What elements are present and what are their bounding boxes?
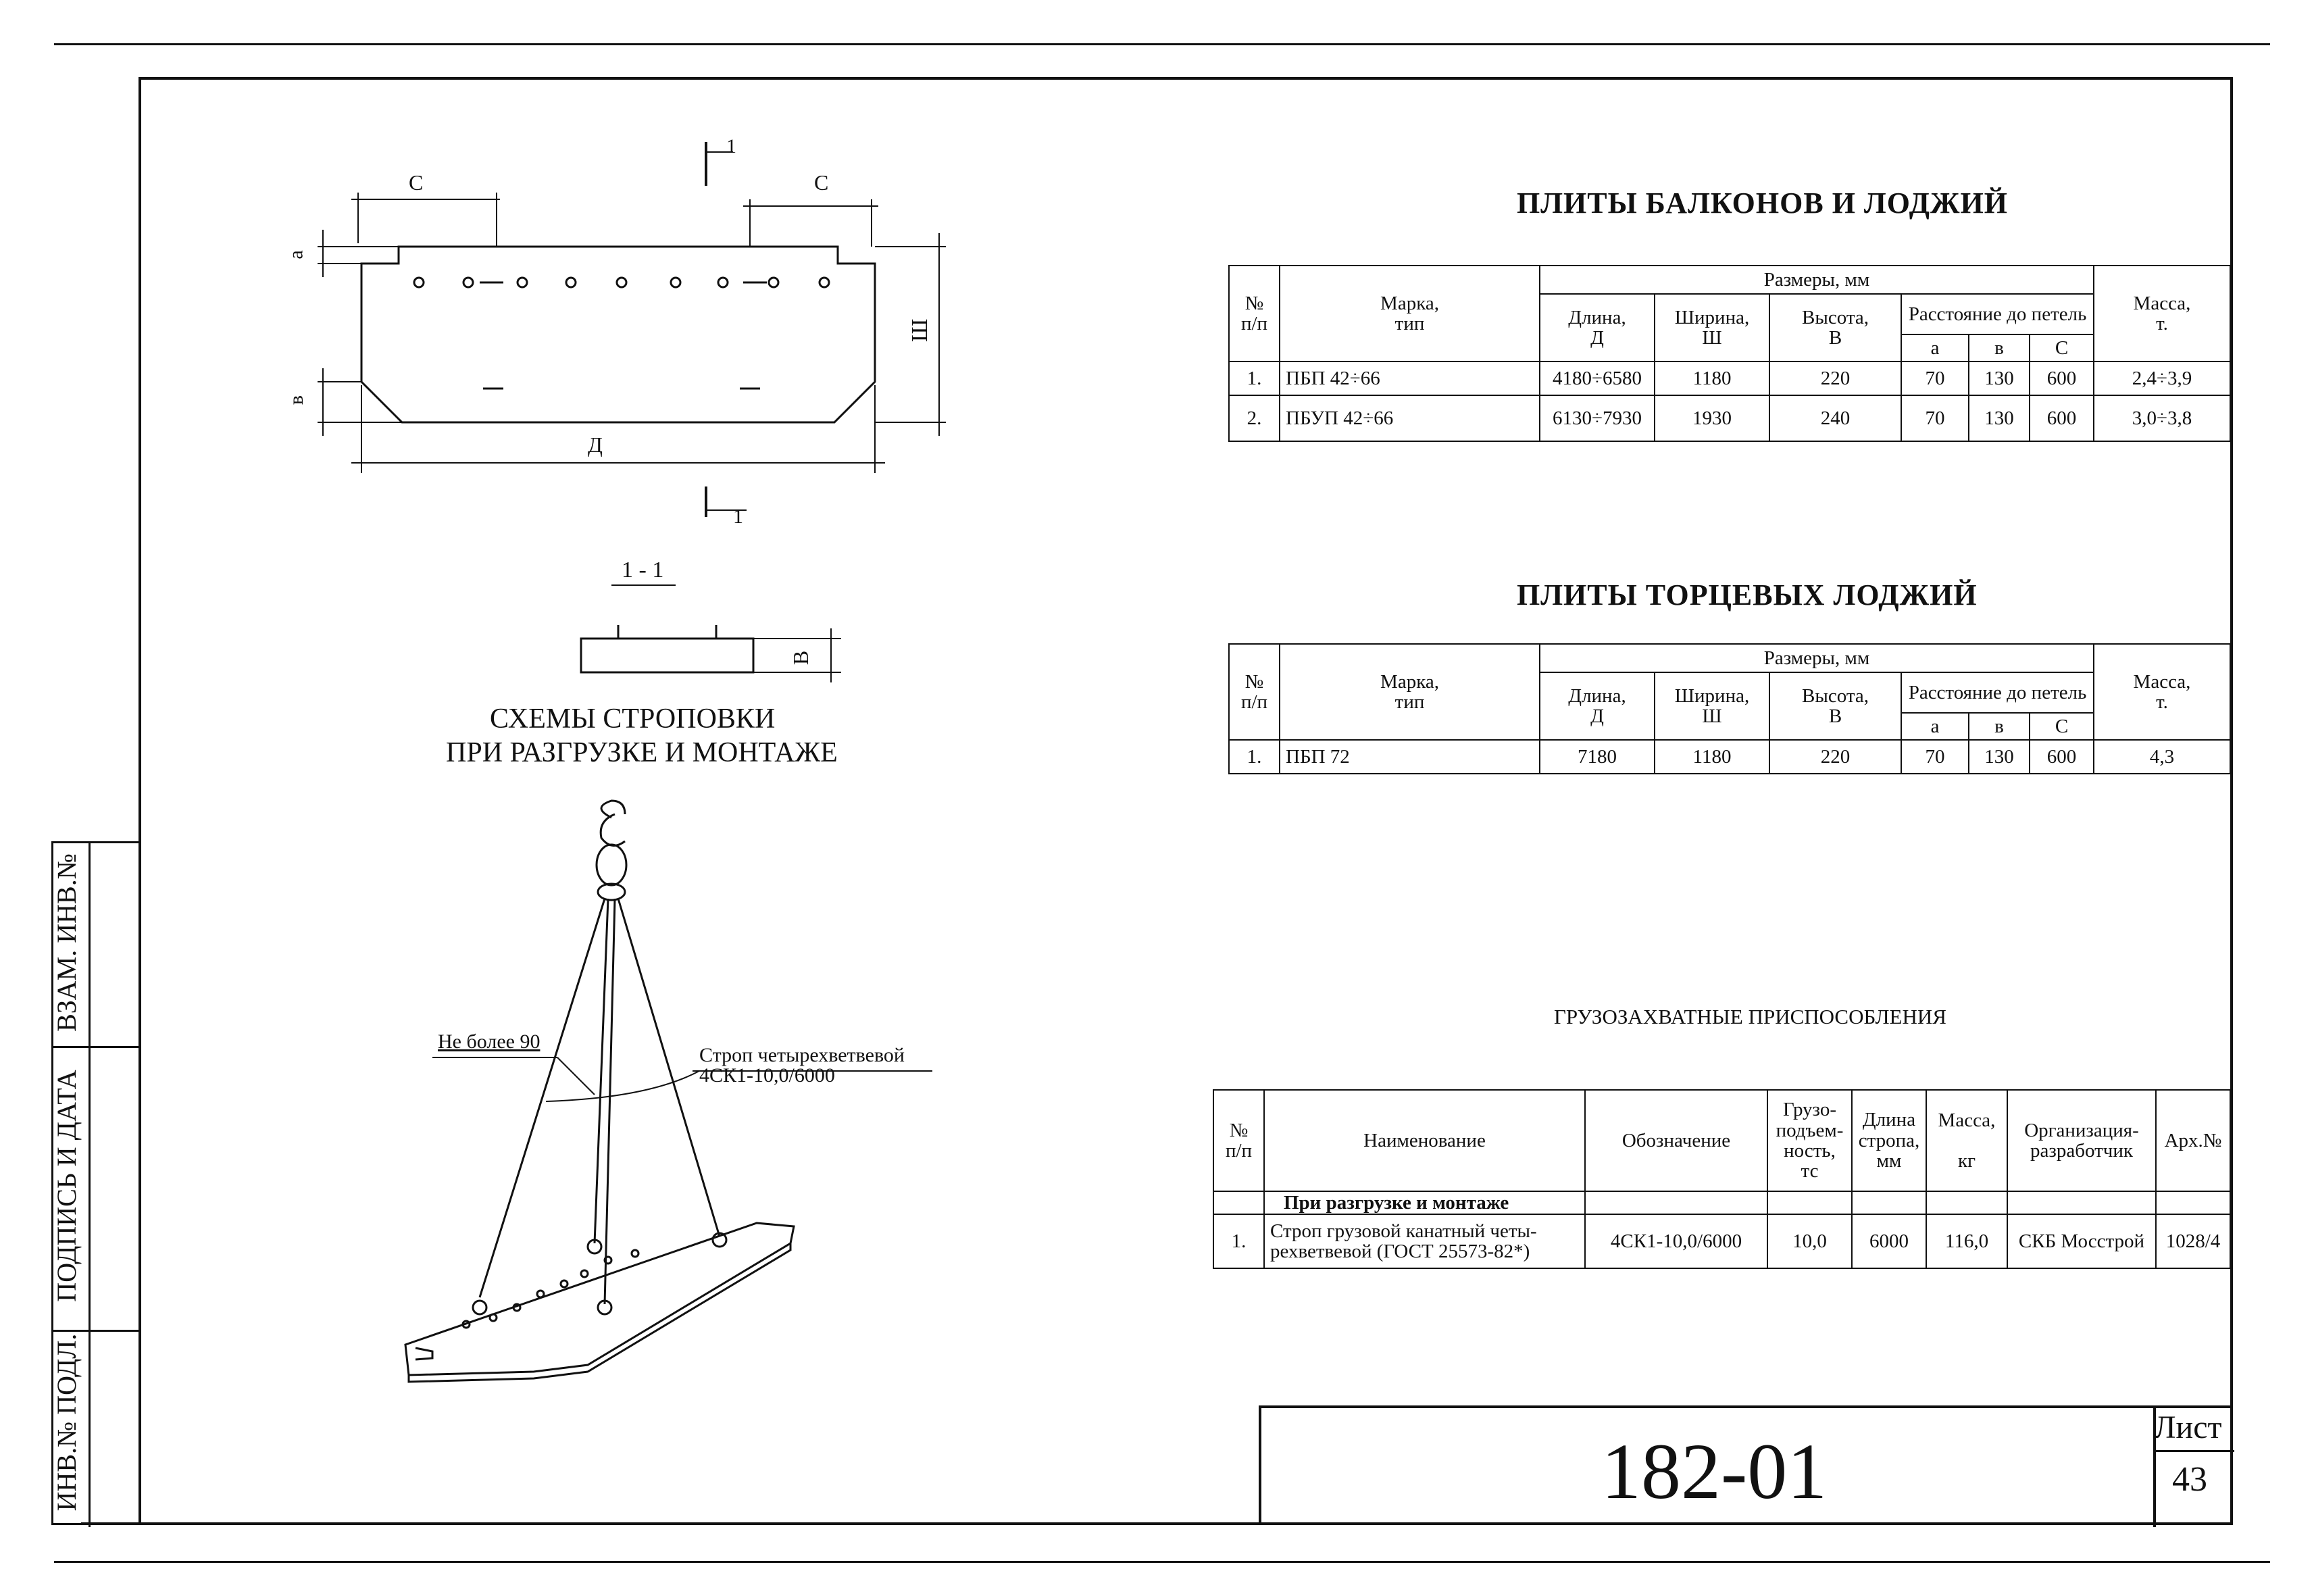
t2-h-hei: Высота, [1802, 684, 1869, 707]
table-row [1213, 1214, 2230, 1268]
t3-r1-mass: 116,0 [1926, 1214, 2007, 1268]
table-row [1229, 395, 2230, 441]
table1-title: ПЛИТЫ БАЛКОНОВ И ЛОДЖИЙ [1517, 186, 2008, 220]
t3-r1-org: СКБ Мосстрой [2007, 1214, 2156, 1268]
drawing-code: 182-01 [1601, 1427, 1828, 1516]
table-balcony-slabs [1228, 265, 2231, 442]
angle-note: Не более 90 [438, 1030, 540, 1053]
table-row [1229, 361, 2230, 395]
t1-r1-len: 4180÷6580 [1540, 361, 1655, 395]
dim-c-left-label: С [409, 170, 424, 195]
t3-r1-name1: Строп грузовой канатный четы- [1270, 1220, 1537, 1242]
t3-h-mass2: кг [1958, 1150, 1976, 1172]
t1-h-hei2: В [1828, 327, 1842, 349]
t1-h-mark: Марка, [1380, 292, 1439, 314]
t1-h-sizes: Размеры, мм [1540, 266, 2094, 294]
t2-r1-v: 130 [1969, 740, 2030, 774]
t1-r1-hei: 220 [1769, 361, 1901, 395]
t2-h-sizes: Размеры, мм [1540, 644, 2094, 672]
t2-h-a: а [1901, 713, 1969, 740]
t2-h-wid: Ширина, [1674, 684, 1750, 707]
t1-h-len2: Д [1590, 327, 1604, 349]
t1-r2-c: 600 [2030, 395, 2094, 441]
t3-r1-no: 1. [1213, 1214, 1264, 1268]
t1-h-len: Длина, [1568, 306, 1626, 328]
t2-h-hei2: В [1828, 705, 1842, 727]
stamp-vzam-inv: ВЗАМ. ИНВ.№ [51, 853, 82, 1032]
t2-r1-mark: ПБП 72 [1280, 740, 1540, 774]
outer-top-line [54, 43, 2270, 45]
section-label: 1 - 1 [622, 557, 664, 582]
t2-h-no: № [1244, 670, 1264, 693]
t3-r1-cap: 10,0 [1767, 1214, 1852, 1268]
t1-r2-a: 70 [1901, 395, 1969, 441]
t1-h-wid: Ширина, [1674, 306, 1750, 328]
t2-h-type: тип [1394, 691, 1425, 713]
t3-h-len1: Длина [1862, 1109, 1916, 1131]
t1-h-wid2: Ш [1702, 327, 1722, 349]
t3-h-mass1: Масса, [1938, 1109, 1996, 1131]
section-dim-v-label: В [788, 650, 813, 666]
t1-h-hei: Высота, [1802, 306, 1869, 328]
table2-title: ПЛИТЫ ТОРЦЕВЫХ ЛОДЖИЙ [1517, 578, 1978, 612]
t3-h-cap4: тс [1801, 1160, 1819, 1182]
t2-r1-no: 1. [1229, 740, 1280, 774]
t1-h-c: С [2030, 334, 2094, 361]
t1-h-no: № [1244, 292, 1264, 314]
t3-r1-name2: рехветвевой (ГОСТ 25573-82*) [1270, 1241, 1530, 1262]
t3-h-len2: стропа, [1858, 1129, 1920, 1151]
t1-h-mass: Масса, [2133, 292, 2191, 314]
sling-note-line2: 4СК1-10,0/6000 [699, 1064, 835, 1087]
t2-h-wid2: Ш [1702, 705, 1722, 727]
section-mark-top: 1 [726, 135, 736, 157]
t2-h-v: в [1969, 713, 2030, 740]
t3-h-cap3: ность, [1784, 1140, 1836, 1162]
t1-r1-mass: 2,4÷3,9 [2094, 361, 2230, 395]
t1-h-dist: Расстояние до петель [1901, 294, 2094, 334]
t1-h-mass2: т. [2156, 313, 2168, 334]
t3-r1-desig: 4СК1-10,0/6000 [1585, 1214, 1767, 1268]
t3-h-org1: Организация- [2024, 1119, 2139, 1141]
t3-h-org2: разработчик [2030, 1140, 2133, 1162]
dim-v-label: в [285, 395, 308, 405]
t1-r1-no: 1. [1229, 361, 1280, 395]
t2-h-mass2: т. [2156, 691, 2168, 713]
scheme-title-line1: СХЕМЫ СТРОПОВКИ [490, 703, 776, 734]
t1-r1-c: 600 [2030, 361, 2094, 395]
t2-h-mark: Марка, [1380, 670, 1439, 693]
t1-r1-wid: 1180 [1655, 361, 1769, 395]
t3-h-cap1: Грузо- [1783, 1099, 1836, 1121]
dim-a-label: а [284, 250, 307, 259]
stamp-sign-date: ПОДПИСЬ И ДАТА [51, 1070, 82, 1302]
t3-h-arch: Арх.№ [2156, 1090, 2230, 1191]
t2-h-dist: Расстояние до петель [1901, 672, 2094, 713]
t2-r1-wid: 1180 [1655, 740, 1769, 774]
table-end-loggia-slabs [1228, 643, 2231, 774]
t3-h-desig: Обозначение [1585, 1090, 1767, 1191]
t3-h-no: № [1229, 1119, 1249, 1141]
t3-r1-arch: 1028/4 [2156, 1214, 2230, 1268]
t1-r2-len: 6130÷7930 [1540, 395, 1655, 441]
scheme-title-line2: ПРИ РАЗГРУЗКЕ И МОНТАЖЕ [446, 737, 838, 768]
t1-r2-mass: 3,0÷3,8 [2094, 395, 2230, 441]
t1-r2-mark: ПБУП 42÷66 [1280, 395, 1540, 441]
t2-r1-c: 600 [2030, 740, 2094, 774]
t1-r1-mark: ПБП 42÷66 [1280, 361, 1540, 395]
table3-title: ГРУЗОЗАХВАТНЫЕ ПРИСПОСОБЛЕНИЯ [1554, 1005, 1946, 1028]
t3-r1-len: 6000 [1852, 1214, 1926, 1268]
t1-h-a: а [1901, 334, 1969, 361]
t1-h-v: в [1969, 334, 2030, 361]
t1-h-pp: п/п [1240, 313, 1268, 334]
t3-group-label: При разгрузке и монтаже [1264, 1191, 1585, 1214]
table-row [1229, 740, 2230, 774]
t1-r2-no: 2. [1229, 395, 1280, 441]
t2-h-c: С [2030, 713, 2094, 740]
sheet-number: 43 [2172, 1460, 2207, 1499]
t3-h-pp: п/п [1225, 1140, 1253, 1162]
t1-r2-wid: 1930 [1655, 395, 1769, 441]
t1-r2-v: 130 [1969, 395, 2030, 441]
table-lifting-devices [1213, 1089, 2231, 1269]
t2-r1-a: 70 [1901, 740, 1969, 774]
t2-h-len: Длина, [1568, 684, 1626, 707]
t3-h-cap2: подъем- [1776, 1119, 1844, 1141]
t3-h-len3: мм [1876, 1150, 1902, 1172]
t3-h-name: Наименование [1264, 1090, 1585, 1191]
stamp-inv-podl: ИНВ.№ ПОДЛ. [51, 1333, 82, 1512]
t1-h-type: тип [1394, 313, 1425, 334]
dim-d-label: Д [588, 432, 603, 457]
t1-r1-a: 70 [1901, 361, 1969, 395]
t2-r1-mass: 4,3 [2094, 740, 2230, 774]
frame-top [139, 77, 2233, 80]
t2-r1-hei: 220 [1769, 740, 1901, 774]
outer-bottom-line [54, 1561, 2270, 1563]
dim-c-right-label: С [814, 170, 829, 195]
t2-h-mass: Масса, [2133, 670, 2191, 693]
sling-note-line1: Строп четырехветвевой [699, 1044, 905, 1066]
t2-r1-len: 7180 [1540, 740, 1655, 774]
t1-r1-v: 130 [1969, 361, 2030, 395]
section-mark-bottom: 1 [733, 505, 743, 528]
dim-sh-label: Ш [907, 318, 933, 343]
t2-h-pp: п/п [1240, 691, 1268, 713]
t1-r2-hei: 240 [1769, 395, 1901, 441]
sheet-label: Лист [2154, 1410, 2222, 1445]
t2-h-len2: Д [1590, 705, 1604, 727]
